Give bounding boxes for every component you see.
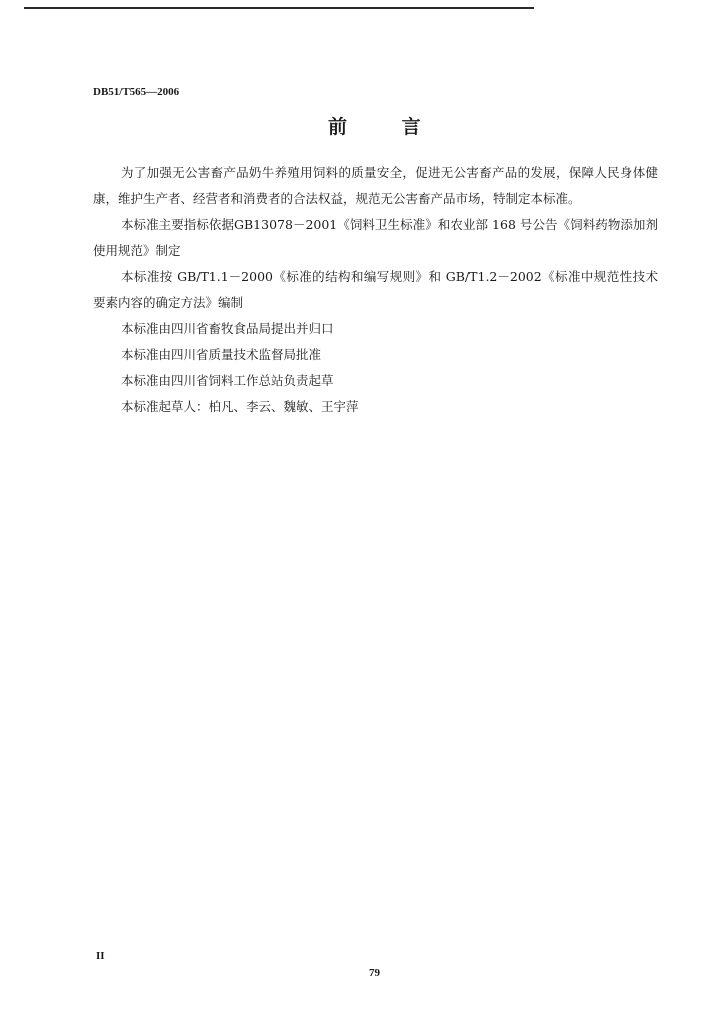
paragraph-approver: 本标准由四川省质量技术监督局批准 — [121, 347, 322, 362]
page-number: 79 — [369, 967, 380, 979]
paragraph-proposer: 本标准由四川省畜牧食品局提出并归口 — [121, 321, 334, 336]
document-code: DB51/T565—2006 — [93, 86, 180, 98]
roman-page-mark: II — [96, 950, 105, 962]
foreword-body — [93, 160, 658, 420]
paragraph-purpose: 为了加强无公害畜产品奶牛养殖用饲料的质量安全，促进无公害畜产品的发展，保障人民身体健康，维护生产者、经营者和消费者的合法权益，规范无公害畜产品市场，特制定本标准。 — [93, 165, 658, 206]
top-rule — [24, 7, 534, 9]
paragraph-drafter-org: 本标准由四川省饲料工作总站负责起草 — [121, 373, 334, 388]
paragraph-drafting-rules: 本标准按 GB/T1.1－2000《标准的结构和编写规则》和 GB/T1.2－2002《标准中规范性技术要素内容的确定方法》编制 — [93, 269, 658, 310]
paragraph-drafters: 本标准起草人：柏凡、李云、魏敏、王宇萍 — [121, 399, 359, 414]
paragraph-basis: 本标准主要指标依据GB13078－2001《饲料卫生标准》和农业部 168 号公告《饲料药物添加剂使用规范》制定 — [93, 217, 658, 258]
page-title: 前 言 — [328, 116, 445, 138]
